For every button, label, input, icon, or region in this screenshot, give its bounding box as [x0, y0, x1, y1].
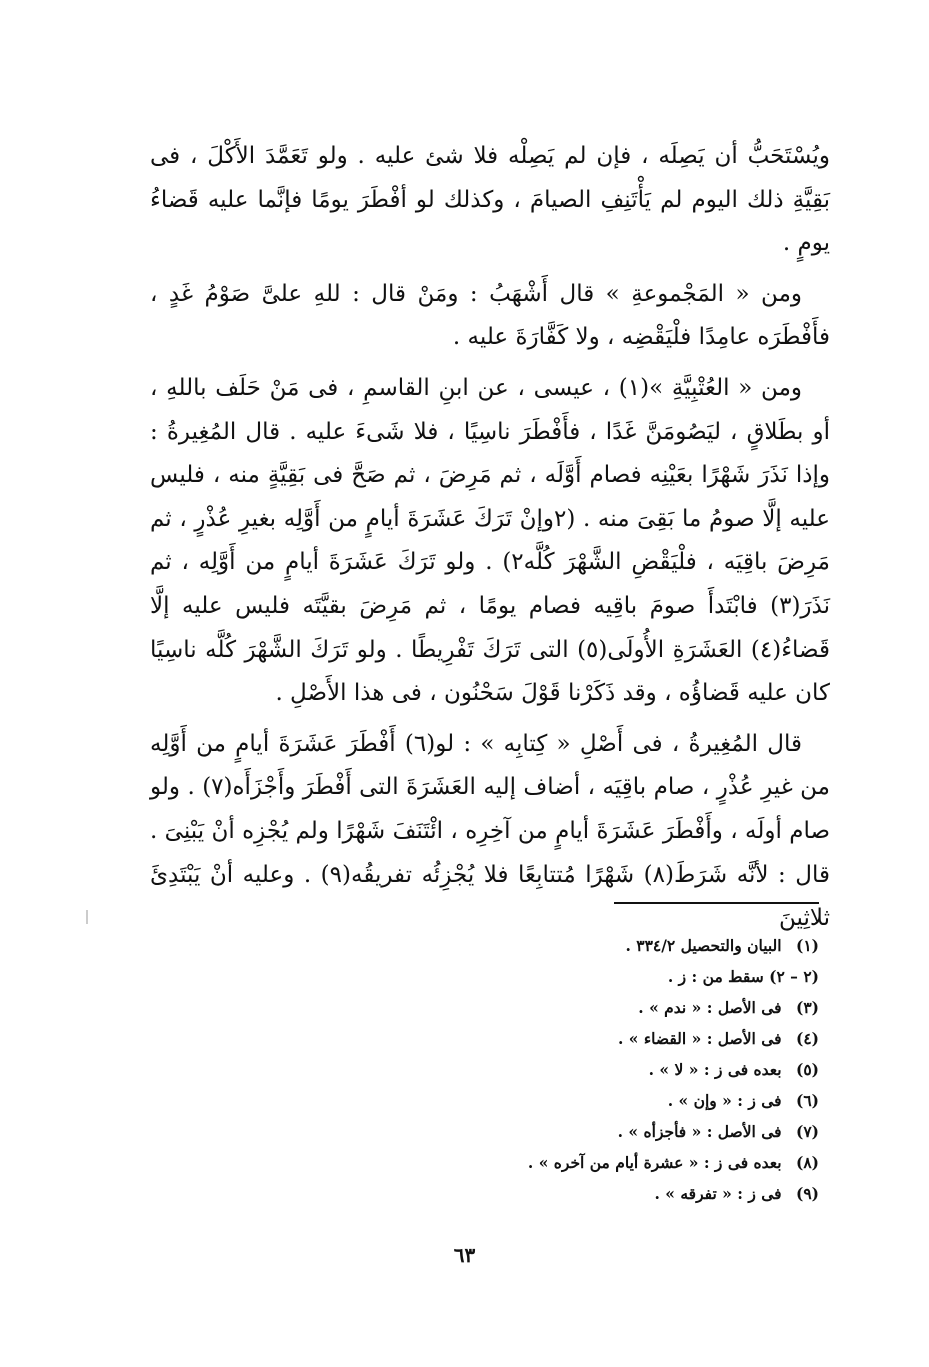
footnote-1: [399, 930, 819, 961]
footnote-number: (٣): [795, 998, 819, 1017]
footnote-text: البيان والتحصيل ٣٣٤/٢ .: [625, 936, 782, 955]
main-text: [150, 135, 830, 948]
footnote-number: (٦): [795, 1091, 819, 1110]
footnote-text: سقط من : ز .: [667, 967, 764, 986]
footnote-8: [399, 1147, 819, 1178]
footnote-text: فى الأصل : « القضاء » .: [618, 1029, 782, 1048]
footnote-number: (١): [795, 936, 819, 955]
footnotes: [399, 930, 819, 1209]
footnote-text: بعده فى ز : « عشرة أيام من آخره » .: [527, 1153, 782, 1172]
footnote-number: (٨): [795, 1153, 819, 1172]
footnote-text: فى ز : « تفرقه » .: [654, 1184, 782, 1203]
footnote-number: (٤): [795, 1029, 819, 1048]
footnote-number: (٥): [795, 1060, 819, 1079]
footnote-5: [399, 1054, 819, 1085]
paragraph-3: ومن « العُتْبِيَّةِ »(١) ، عيسى ، عن ابنِ القاسمِ ، فى مَنْ حَلَف باللهِ ، أو بطَلاقٍ ، ليَصُومَنَّ غَدًا ، فأَفْطَرَ ناسِيًا ، فلا شَىءَ عليه . قال المُغِيرةُ : وإذا نَذَرَ شَهْرًا بعَيْنِه فصام أَوَّلَه ، ثم مَرِضَ ، ثم صَحَّ فى بَقِيَّةٍ منه ، فليس عليه إلَّا صومُ ما بَقِىَ منه . (٢وإنْ تَرَكَ عَشَرَةَ أيامٍ من أَوَّلِه بغيرِ عُذْرٍ ، ثم مَرِضَ باقِيَه ، فلْيَقْضِ الشَّهْرَ كُلَّه٢) . ولو تَرَكَ عَشَرَةَ أيامٍ من أَوَّلِه ، ثم نَذَرَ(٣) فابْتَدأَ صومَ باقِيه فصام يومًا ، ثم مَرِضَ بقيَّتَه فليس عليه إلَّا قَضاءُ(٤) العَشَرَةِ الأُولَى(٥) التى تَرَكَ تَفْرِيطًا . ولو تَرَكَ الشَّهْرَ كُلَّه ناسِيًا كان عليه قَضاؤُه ، وقد ذَكَرْنا قَوْلَ سَحْنُون ، فى هذا الأَصْلِ .: [150, 374, 831, 707]
paragraph-4: قال المُغِيرةُ ، فى أَصْلِ « كِتابِه » : لو(٦) أَفْطَرَ عَشَرَةَ أيامٍ من أَوَّلِه من غيرِ عُذْرٍ ، صام باقِيَه ، أضاف إليه العَشَرَةَ التى أَفْطَرَ وأَجْزَأَه(٧) . ولو صام أولَه ، وأَفْطَرَ عَشَرَةَ أيامٍ من آخِرِه ، ائْتَنَفَ شَهْرًا ولم يُجْزِه أنْ يَبْنِىَ . قال : لأنَّه شَرَطَ(٨) شَهْرًا مُتتابِعًا فلا يُجْزِئُه تفريقُه(٩) . وعليه أنْ يَبْتَدِئَ ثلاثِينَ: [150, 730, 831, 932]
footnote-3: [399, 992, 819, 1023]
footnote-number: (٧): [795, 1122, 819, 1141]
footnote-separator: [614, 902, 819, 904]
footnote-6: [399, 1085, 819, 1116]
footnote-2: [399, 961, 819, 992]
paragraph-1: ويُسْتَحَبُّ أن يَصِلَه ، فإن لم يَصِلْه فلا شئ عليه . ولو تَعَمَّدَ الأَكْلَ ، فى بَقِيَّةِ ذلك اليوم لم يَأْتَنِفِ الصيامَ ، وكذلك لو أفْطَرَ يومًا فإنَّما عليه قَضاءُ يومٍ .: [150, 143, 830, 257]
footnote-7: [399, 1116, 819, 1147]
footnote-number: (٢ – ٢): [769, 967, 819, 986]
footnote-text: فى الأصل : « ندم » .: [638, 998, 782, 1017]
footnote-9: [399, 1178, 819, 1209]
page-number: ٦٣: [453, 1243, 476, 1267]
footnote-text: فى الأصل : « فأجزأه » .: [617, 1122, 782, 1141]
scan-mark: [86, 910, 88, 924]
footnote-number: (٩): [795, 1184, 819, 1203]
footnote-text: فى ز : « وإن » .: [667, 1091, 782, 1110]
footnote-4: [399, 1023, 819, 1054]
footnote-text: بعده فى ز : « لا » .: [648, 1060, 782, 1079]
paragraph-2: ومن « المَجْموعةِ » قال أَشْهَبُ : ومَنْ قال : للهِ علىَّ صَوْمُ غَدٍ ، فأَفْطَرَه عامِدًا فلْيَقْضِه ، ولا كَفَّارَةَ عليه .: [150, 280, 830, 351]
